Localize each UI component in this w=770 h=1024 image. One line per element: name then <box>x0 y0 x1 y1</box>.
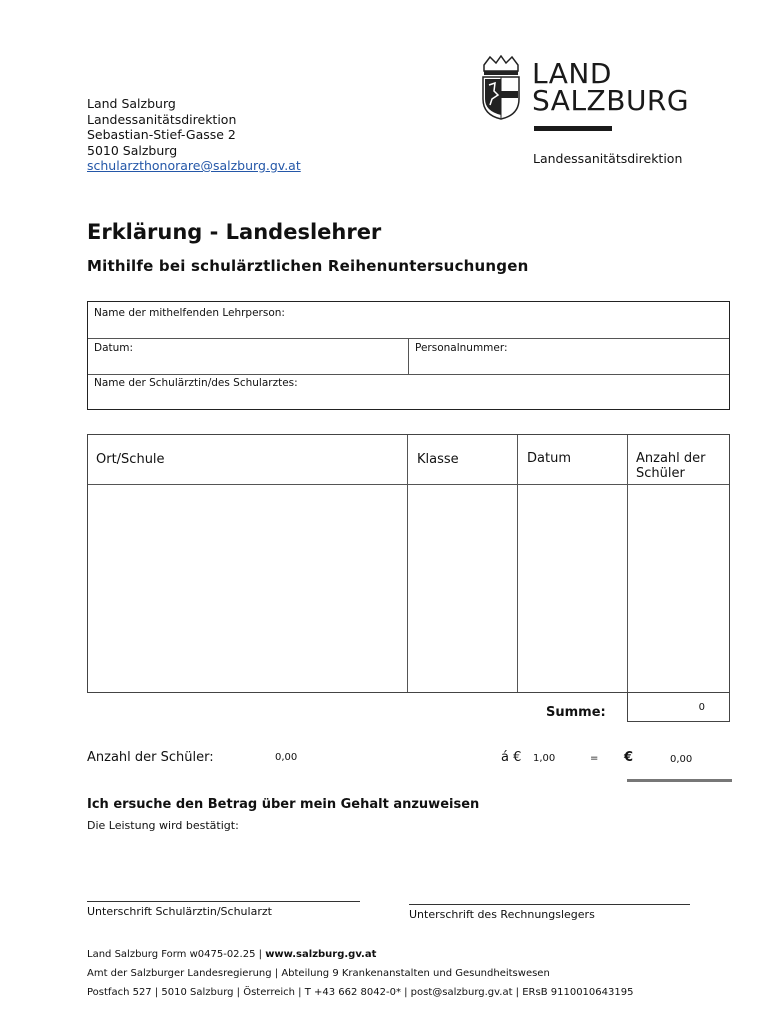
school-table <box>87 434 730 693</box>
divider <box>88 374 729 375</box>
rate-prefix: á € <box>501 750 522 765</box>
logo-line1: LAND <box>532 57 612 90</box>
sender-street: Sebastian-Stief-Gasse 2 <box>87 127 236 142</box>
divider <box>408 338 409 374</box>
request-heading: Ich ersuche den Betrag über mein Gehalt anzuweisen <box>87 797 480 812</box>
document-subtitle: Mithilfe bei schulärztlichen Reihenuntersuchungen <box>87 257 529 275</box>
confirm-text: Die Leistung wird bestätigt: <box>87 819 239 832</box>
total-underline <box>627 779 732 782</box>
column-divider <box>627 435 628 692</box>
footer-form-id: Land Salzburg Form w0475-02.25 | <box>87 949 262 960</box>
sum-label: Summe: <box>546 705 606 720</box>
logo-department: Landessanitätsdirektion <box>533 151 683 166</box>
currency-sign: € <box>624 750 634 765</box>
column-divider <box>517 435 518 692</box>
rate-value: 1,00 <box>533 753 556 764</box>
student-count-value: 0,00 <box>275 752 298 763</box>
doctor-signature-line <box>87 901 360 902</box>
logo-bar <box>534 126 612 131</box>
footer-line3: Postfach 527 | 5010 Salzburg | Österreich | T +43 662 8042-0* | post@salzburg.gv.at | ERsB 9110010643195 <box>87 987 634 998</box>
accountant-signature-line <box>409 904 690 905</box>
sum-box <box>627 693 730 722</box>
logo-line2: SALZBURG <box>532 84 690 117</box>
logo-wordmark <box>532 57 690 117</box>
column-header-date: Datum <box>527 451 571 466</box>
footer-line1 <box>87 949 376 960</box>
footer-website[interactable]: www.salzburg.gv.at <box>265 949 377 960</box>
document-title: Erklärung - Landeslehrer <box>87 220 382 244</box>
sender-email-link[interactable]: schularzthonorare@salzburg.gv.at <box>87 158 301 173</box>
doctor-name-label: Name der Schulärztin/des Schularztes: <box>94 377 298 389</box>
info-box <box>87 301 730 410</box>
teacher-name-label: Name der mithelfenden Lehrperson: <box>94 307 285 319</box>
sender-city: 5010 Salzburg <box>87 142 178 158</box>
date-label: Datum: <box>94 342 134 354</box>
coat-of-arms-icon <box>480 55 522 121</box>
header-divider <box>88 484 729 485</box>
equals-sign: = <box>590 753 599 764</box>
column-header-location: Ort/Schule <box>96 452 165 467</box>
sum-value: 0 <box>698 702 705 713</box>
footer-line2: Amt der Salzburger Landesregierung | Abteilung 9 Krankenanstalten und Gesundheitswesen <box>87 968 550 979</box>
column-header-student-count: Anzahl der Schüler <box>636 451 706 481</box>
column-divider <box>407 435 408 692</box>
total-value: 0,00 <box>670 754 693 765</box>
column-header-class: Klasse <box>417 452 459 467</box>
sender-address <box>87 96 301 174</box>
sender-department: Landessanitätsdirektion <box>87 111 237 127</box>
personnel-number-label: Personalnummer: <box>415 342 508 354</box>
doctor-signature-label: Unterschrift Schulärztin/Schularzt <box>87 905 272 918</box>
student-count-label: Anzahl der Schüler: <box>87 750 214 765</box>
accountant-signature-label: Unterschrift des Rechnungslegers <box>409 908 595 921</box>
sender-org: Land Salzburg <box>87 96 176 111</box>
